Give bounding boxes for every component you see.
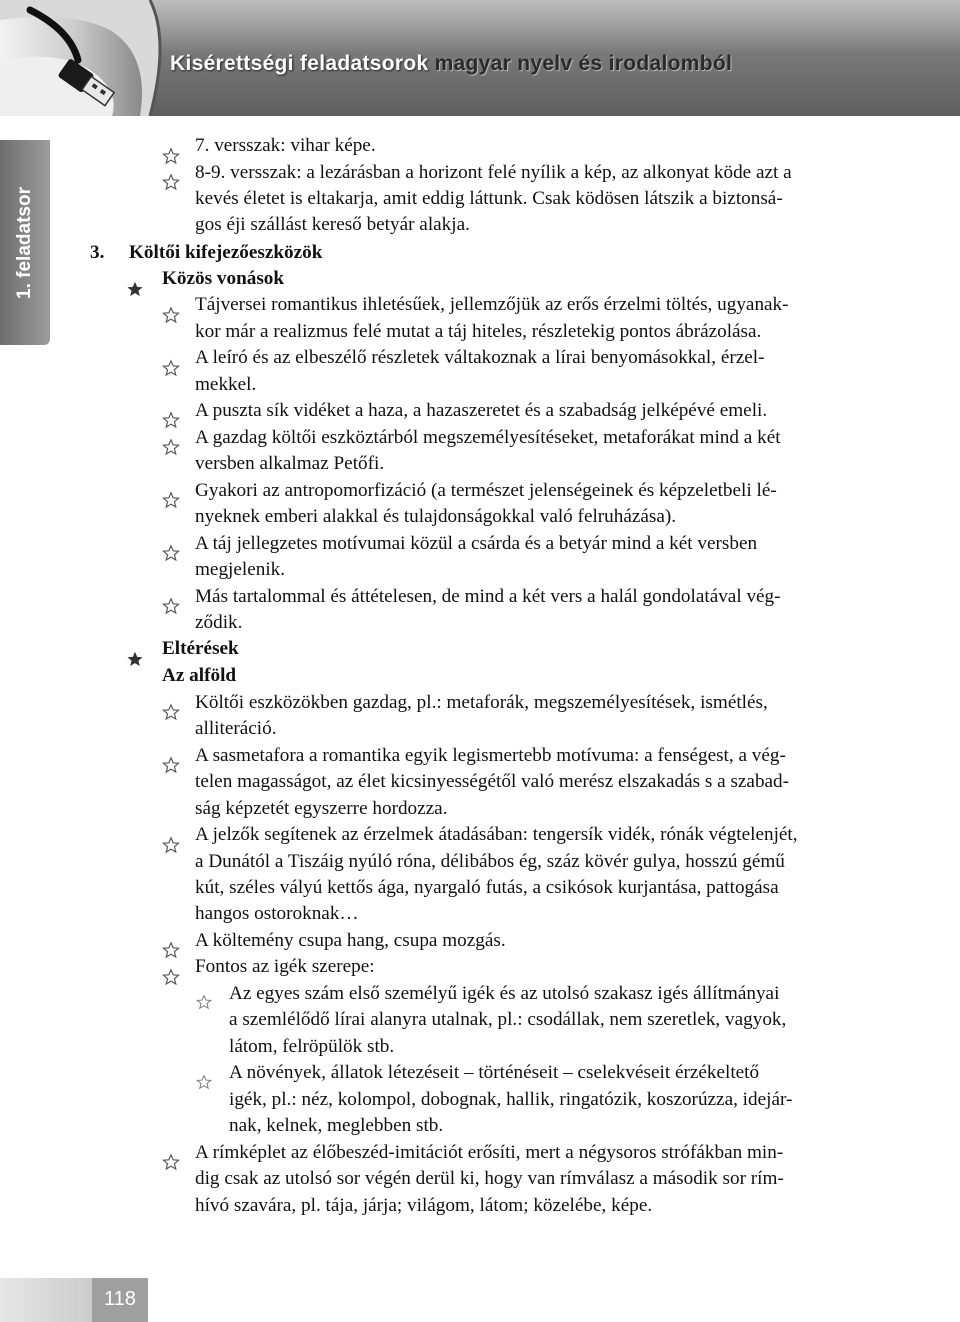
star-filled-bullet-icon: [126, 650, 144, 668]
star-outline-bullet-icon: [162, 703, 180, 721]
common-item-line: mekkel.: [195, 374, 257, 395]
common-item-line: nyeknek emberi alakkal és tulajdonságokkal való felruházása).: [195, 506, 677, 527]
star-outline-bullet-icon: [162, 147, 180, 165]
difference-item-line: A költemény csupa hang, csupa mozgás.: [195, 930, 506, 951]
section-number: 3.: [90, 242, 105, 263]
star-outline-bullet-icon: [162, 173, 180, 191]
star-outline-bullet-icon: [162, 438, 180, 456]
difference-item-line: A sasmetafora a romantika egyik legismertebb motívuma: a fenségest, a vég-: [195, 745, 786, 766]
star-outline-bullet-icon: [162, 491, 180, 509]
star-outline-bullet-icon: [162, 941, 180, 959]
differences-heading: Eltérések: [162, 638, 239, 659]
difference-item-line: A jelzők segítenek az érzelmek átadásában: tengersík vidék, rónák végtelenjét,: [195, 824, 798, 845]
common-item-line: A leíró és az elbeszélő részletek váltakoznak a lírai benyomásokkal, érzel-: [195, 347, 765, 368]
star-outline-bullet-icon: [162, 411, 180, 429]
verb-item-line: A növények, állatok létezéseit – történéseit – cselekvéseit érzékeltető: [229, 1062, 760, 1083]
verb-item-line: látom, felröpülök stb.: [229, 1036, 395, 1057]
page-number-box: [92, 1278, 148, 1322]
differences-subheading: Az alföld: [162, 665, 237, 686]
difference-item-line: Költői eszközökben gazdag, pl.: metaforák, megszemélyesítések, ismétlés,: [195, 692, 768, 713]
header-title: [170, 52, 732, 76]
difference-item-line: ság képzetét egyszerre hordozza.: [195, 798, 448, 819]
common-item-line: kor már a realizmus felé mutat a táj hiteles, részletekig pontos ábrázolása.: [195, 321, 762, 342]
section-title: Költői kifejezőeszközök: [129, 242, 323, 263]
difference-item-line: Fontos az igék szerepe:: [195, 956, 375, 977]
star-outline-bullet-icon: [162, 544, 180, 562]
star-outline-bullet-icon: [162, 306, 180, 324]
verb-item-line: nak, kelnek, meglebben stb.: [229, 1115, 444, 1136]
common-item-line: versben alkalmaz Petőfi.: [195, 453, 385, 474]
star-outline-bullet-icon: [162, 359, 180, 377]
common-item-line: Más tartalommal és áttételesen, de mind a két vers a halál gondolatával vég-: [195, 586, 781, 607]
common-item-line: A puszta sík vidéket a haza, a hazaszeretet és a szabadság jelképévé emeli.: [195, 400, 768, 421]
star-outline-small-bullet-icon: [196, 994, 212, 1010]
page-number: 118: [104, 1288, 136, 1310]
common-heading: Közös vonások: [162, 268, 285, 289]
common-item-line: A táj jellegzetes motívumai közül a csárda és a betyár mind a két versben: [195, 533, 758, 554]
star-outline-bullet-icon: [162, 597, 180, 615]
star-outline-bullet-icon: [162, 1153, 180, 1171]
verb-item-line: Az egyes szám első személyű igék és az utolsó szakasz igés állítmányai: [229, 983, 780, 1004]
page-header: [0, 0, 960, 116]
common-item-line: Gyakori az antropomorfizáció (a természet jelenségeinek és képzeletbeli lé-: [195, 480, 777, 501]
intro-item-2-line: gos éji szállást kereső betyár alakja.: [195, 214, 470, 235]
common-item-line: A gazdag költői eszköztárból megszemélyesítéseket, metaforákat mind a két: [195, 427, 781, 448]
intro-item-1: 7. versszak: vihar képe.: [195, 135, 376, 156]
star-outline-small-bullet-icon: [196, 1074, 212, 1090]
common-item-line: ződik.: [195, 612, 243, 633]
star-outline-bullet-icon: [162, 756, 180, 774]
difference-item-line: alliteráció.: [195, 718, 277, 739]
header-title-part1: Kisérettségi feladatsorok: [170, 52, 429, 75]
usb-cable-icon: [0, 0, 170, 116]
rhyme-item-line: dig csak az utolsó sor végén derül ki, hogy van rímválasz a második sor rím-: [195, 1168, 784, 1189]
common-item-line: megjelenik.: [195, 559, 286, 580]
chapter-side-tab-label: 1. feladatsor: [14, 186, 35, 299]
star-outline-bullet-icon: [162, 968, 180, 986]
star-filled-bullet-icon: [126, 280, 144, 298]
header-title-part2: magyar nyelv és irodalomból: [434, 52, 733, 75]
intro-item-2-line: 8-9. versszak: a lezárásban a horizont felé nyílik a kép, az alkonyat köde azt a: [195, 162, 792, 183]
verb-item-line: igék, pl.: néz, kolompol, dobognak, hallik, ringatózik, koszorúzza, idejár-: [229, 1089, 793, 1110]
intro-item-2-line: kevés életet is eltakarja, amit eddig láttunk. Csak ködösen látszik a biztonsá-: [195, 188, 783, 209]
difference-item-line: telen magasságot, az élet kicsinyességétől való merész elszakadás s a szabad-: [195, 771, 790, 792]
rhyme-item-line: A rímképlet az élőbeszéd-imitációt erősíti, mert a négysoros strófákban min-: [195, 1142, 784, 1163]
star-outline-bullet-icon: [162, 836, 180, 854]
chapter-side-tab: [0, 140, 50, 345]
difference-item-line: a Dunától a Tiszáig nyúló róna, délibábos ég, száz kövér gulya, hosszú gémű: [195, 851, 785, 872]
verb-item-line: a szemlélődő lírai alanyra utalnak, pl.: csodállak, nem szeretlek, vagyok,: [229, 1009, 787, 1030]
rhyme-item-line: hívó szavára, pl. tája, járja; világom, látom; közelébe, képe.: [195, 1195, 653, 1216]
difference-item-line: kút, széles vályú kettős ága, nyargaló futás, a csikósok kurjantása, pattogása: [195, 877, 779, 898]
common-item-line: Tájversei romantikus ihletésűek, jellemzőjük az erős érzelmi töltés, ugyanak-: [195, 294, 789, 315]
difference-item-line: hangos ostoroknak…: [195, 903, 359, 924]
